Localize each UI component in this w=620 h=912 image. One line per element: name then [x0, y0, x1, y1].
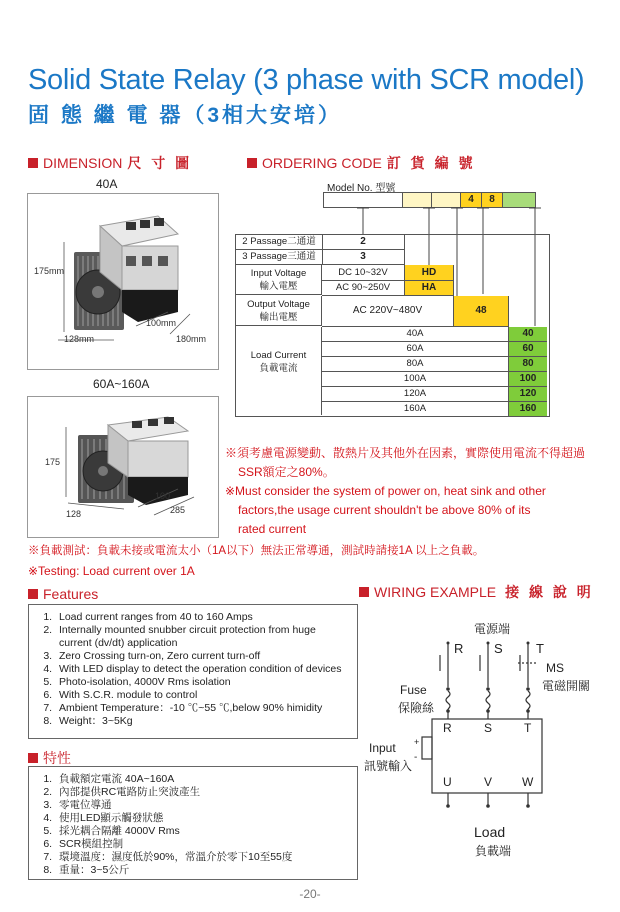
- list-item: 2. Internally mounted snubber circuit protection from huge current (dv/dt) application: [55, 624, 347, 650]
- phase-t-top: T: [536, 641, 544, 656]
- list-item: 8. 重量：3~5公斤: [55, 864, 347, 877]
- fuse-zh-label: 保險絲: [398, 701, 435, 715]
- dim-width-1: 128mm: [64, 334, 95, 344]
- list-item: 5. 採光耦合隔離 4000V Rms: [55, 825, 347, 838]
- list-item: 1. Load current ranges from 40 to 160 Amps: [55, 611, 347, 624]
- current-code: 40: [509, 327, 547, 342]
- output-voltage-label-en: Output Voltage: [247, 299, 310, 310]
- list-item: 2. 內部提供RC電路防止突波產生: [55, 786, 347, 799]
- input-dc-spec: DC 10~32V: [322, 265, 405, 281]
- dim2-width-3: 285: [170, 505, 186, 515]
- dim-width-3: 180mm: [176, 334, 207, 344]
- dimension-image-40a: [27, 193, 219, 370]
- terminal-t: T: [524, 721, 532, 735]
- current-row: [322, 387, 547, 402]
- list-item: 7. Ambient Temperature：-10 ℃~55 ℃,below 90% himidity: [55, 702, 347, 715]
- list-item: 3. Zero Crossing turn-on, Zero current turn-off: [55, 650, 347, 663]
- input-dc-code: HD: [405, 265, 454, 281]
- input-voltage-label: [236, 265, 322, 295]
- output-voltage-spec: AC 220V~480V: [322, 296, 454, 327]
- dim-height: 175mm: [34, 266, 65, 276]
- output-voltage-code: 48: [454, 296, 509, 327]
- output-voltage-label: [236, 296, 322, 326]
- current-row: [322, 372, 547, 387]
- test-note-en: ※Testing: Load current over 1A: [28, 564, 195, 578]
- input-zh-label: 訊號輸入: [364, 759, 413, 773]
- model-box-output: 4: [461, 192, 482, 208]
- wiring-heading-zh: 接 線 說 明: [505, 584, 594, 600]
- list-item: 4. With LED display to detect the operation condition of devices: [55, 663, 347, 676]
- list-item: 5. Photo-isolation, 4000V Rms isolation: [55, 676, 347, 689]
- current-amp: 100A: [322, 372, 509, 387]
- dim2-width-1: 128: [66, 509, 82, 519]
- dim2-height: 175: [45, 457, 61, 467]
- section-bullet-icon: [359, 587, 369, 597]
- list-item: 3. 零電位導通: [55, 799, 347, 812]
- input-label: Input: [369, 741, 396, 755]
- img1-caption: 40A: [96, 177, 118, 191]
- test-note-zh: ※負載測試：負載未接或電流太小（1A以下）無法正常導通，測試時請接1A 以上之負載。: [28, 545, 485, 557]
- note-en-1: ※Must consider the system of power on, heat sink and other: [225, 484, 546, 498]
- features-heading-text: Features: [43, 586, 99, 602]
- model-no-label: Model No. 型號: [327, 183, 396, 194]
- ordering-heading: [247, 153, 475, 173]
- model-box-output: 8: [482, 192, 503, 208]
- list-item: 6. With S.C.R. module to control: [55, 689, 347, 702]
- features-heading: [28, 586, 98, 602]
- img2-caption: 60A~160A: [93, 377, 150, 391]
- dimension-image-60-160a: [27, 396, 219, 538]
- terminal-s: S: [484, 721, 493, 735]
- load-current-label-zh: 負載電流: [259, 363, 298, 374]
- section-bullet-icon: [28, 589, 38, 599]
- features-list: [29, 605, 357, 734]
- load-current-list: [322, 327, 547, 416]
- page-subtitle: 固 態 繼 電 器（3相大安培）: [28, 104, 343, 127]
- ms-label: MS: [546, 661, 564, 675]
- phase-r-top: R: [454, 641, 464, 656]
- note-zh-1: ※須考慮電源變動、散熱片及其他外在因素，實際使用電流不得超過: [225, 446, 586, 460]
- wiring-heading-en: WIRING EXAMPLE: [374, 584, 497, 600]
- terminal-u: U: [443, 775, 452, 789]
- section-bullet-icon: [28, 158, 38, 168]
- current-code: 60: [509, 342, 547, 357]
- ordering-heading-zh: 訂 貨 編 號: [386, 155, 476, 171]
- dim2-width-2: 100: [155, 491, 171, 501]
- list-item: 1. 負載額定電流 40A~160A: [55, 773, 347, 786]
- output-voltage-label-zh: 輸出電壓: [259, 312, 298, 323]
- input-ac-spec: AC 90~250V: [322, 281, 405, 296]
- features-zh-list: [29, 767, 357, 883]
- current-code: 100: [509, 372, 547, 387]
- dim-width-2: 100mm: [146, 318, 177, 328]
- current-code: 80: [509, 357, 547, 372]
- row-3-passage-code: 3: [322, 250, 405, 265]
- input-voltage-label-en: Input Voltage: [250, 268, 307, 279]
- current-amp: 160A: [322, 402, 509, 416]
- dimension-heading-en: DIMENSION: [43, 155, 123, 171]
- section-bullet-icon: [247, 158, 257, 168]
- input-voltage-label-zh: 輸入電壓: [259, 281, 298, 292]
- relay-60-160a-illustration: [28, 397, 218, 537]
- wiring-heading: [359, 582, 594, 602]
- ms-zh-label: 電磁開關: [542, 679, 591, 693]
- features-zh-heading-text: 特性: [43, 750, 71, 766]
- power-source-label: 電源端: [474, 622, 511, 636]
- current-row: [322, 357, 547, 372]
- input-ac-code: HA: [405, 281, 454, 296]
- row-3-passage-label: 3 Passage三通道: [236, 250, 323, 265]
- terminal-v: V: [484, 775, 493, 789]
- terminal-w: W: [522, 775, 534, 789]
- features-list-box: [28, 604, 358, 739]
- page-number: -20-: [299, 887, 321, 901]
- input-minus: -: [414, 752, 418, 763]
- list-item: 8. Weight：3~5Kg: [55, 715, 347, 728]
- current-amp: 80A: [322, 357, 509, 372]
- fuse-label: Fuse: [400, 683, 427, 697]
- input-plus: +: [414, 737, 420, 747]
- terminal-r: R: [443, 721, 452, 735]
- page-title: Solid State Relay (3 phase with SCR model): [28, 64, 585, 96]
- section-bullet-icon: [28, 753, 38, 763]
- note-en-2: factors,the usage current shouldn't be above 80% of its: [238, 503, 531, 517]
- features-zh-list-box: [28, 766, 358, 880]
- load-label: Load: [474, 824, 506, 840]
- current-row: [322, 402, 547, 416]
- current-row: [322, 327, 547, 342]
- list-item: 6. SCR模組控制: [55, 838, 347, 851]
- load-zh-label: 負載端: [475, 844, 512, 858]
- ordering-heading-en: ORDERING CODE: [262, 155, 382, 171]
- list-item: 7. 環境溫度：濕度低於90%，常溫介於零下10至55度: [55, 851, 347, 864]
- current-amp: 60A: [322, 342, 509, 357]
- features-zh-heading: [28, 748, 71, 768]
- row-2-passage-code: 2: [322, 235, 405, 250]
- dimension-heading: [28, 153, 192, 173]
- dimension-heading-zh: 尺 寸 圖: [127, 155, 193, 171]
- row-2-passage-label: 2 Passage二通道: [236, 235, 323, 250]
- current-amp: 120A: [322, 387, 509, 402]
- current-amp: 40A: [322, 327, 509, 342]
- load-current-label-en: Load Current: [250, 350, 307, 361]
- list-item: 4. 使用LED顯示觸發狀態: [55, 812, 347, 825]
- note-en-3: rated current: [238, 522, 307, 536]
- note-zh-2: SSR額定之80%。: [238, 465, 335, 479]
- current-code: 160: [509, 402, 547, 416]
- phase-s-top: S: [494, 641, 503, 656]
- load-current-label: [236, 327, 322, 415]
- current-row: [322, 342, 547, 357]
- current-code: 120: [509, 387, 547, 402]
